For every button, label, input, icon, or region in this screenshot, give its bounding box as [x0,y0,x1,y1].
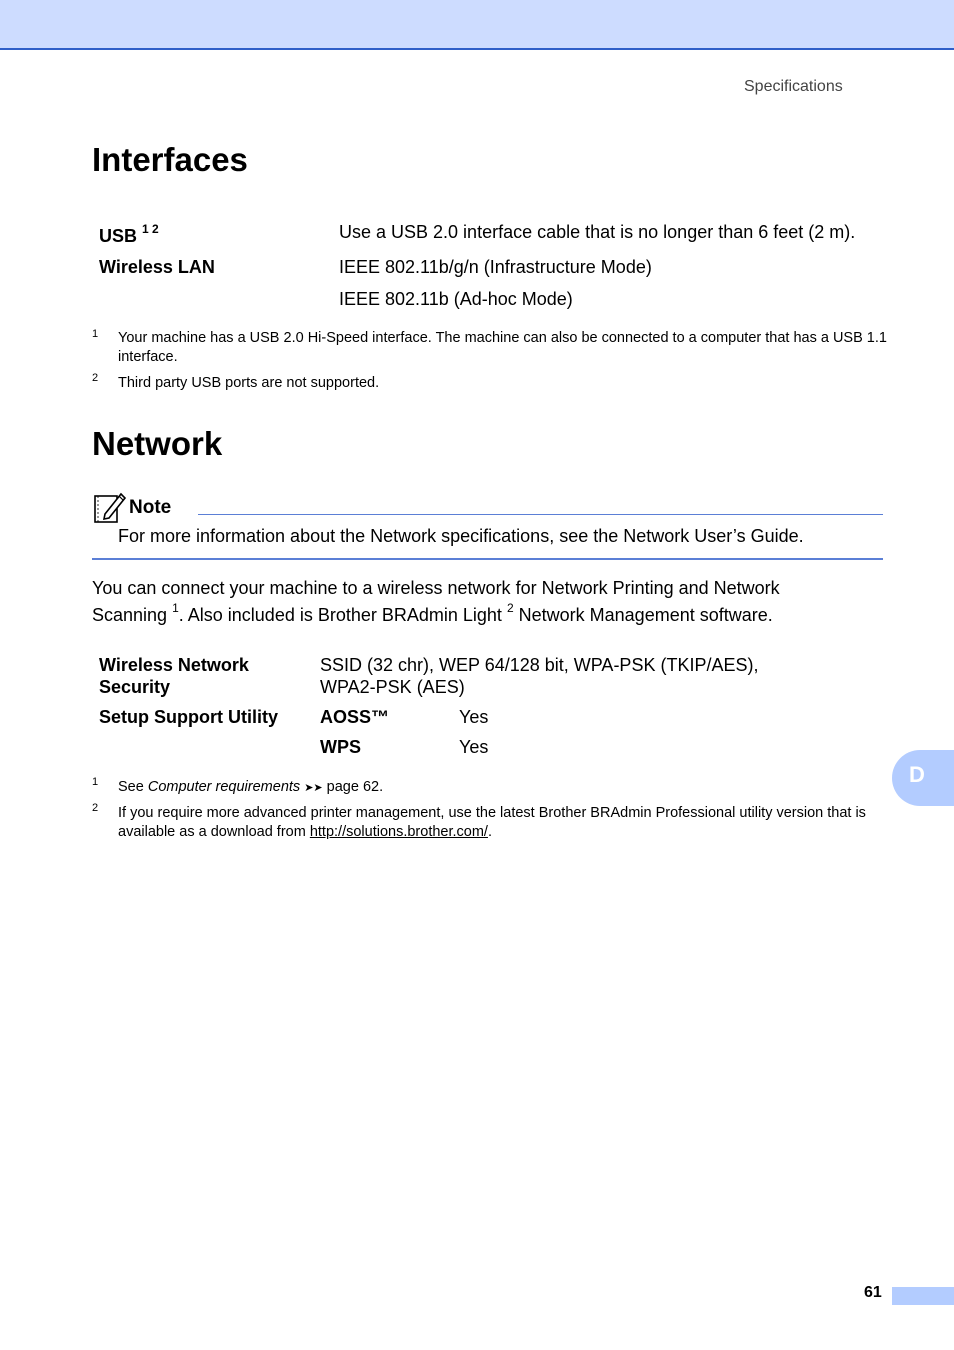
security-label-line2: Security [99,677,171,697]
header-band [0,0,954,50]
footnote-text: If you require more advanced printer management, use the latest Brother BRAdmin Professional utility version that is available as a download from http://solutions.brother.com/. [118,805,866,840]
security-label-line1: Wireless Network [99,655,249,675]
security-value-line2: WPA2-PSK (AES) [320,677,465,697]
footnote-text: See Computer requirements ➤➤ page 62. [118,779,384,795]
chapter-tab: D [892,750,954,806]
network-intro: You can connect your machine to a wireless network for Network Printing and Network Scanning $^1$. Also included is Brother BRAdmin Light $^2$ Network Management software. [92,578,780,625]
note-divider-bottom [92,558,883,560]
footnote-text: Third party USB ports are not supported. [118,375,380,391]
interfaces-heading: Interfaces [92,141,248,178]
wireless-lan-value-1: IEEE 802.11b/g/n (Infrastructure Mode) [339,257,652,277]
page-number: 61 [864,1284,882,1301]
page-number-bar [892,1287,954,1305]
running-title: Specifications [744,78,843,95]
aoss-label: AOSS™ [320,707,390,727]
usb-label: USB $^{1 2}$ [99,222,159,246]
usb-value: Use a USB 2.0 interface cable that is no longer than 6 feet (2 m). [339,222,856,242]
wireless-lan-label: Wireless LAN [99,257,215,277]
aoss-value: Yes [459,707,489,727]
wireless-lan-value-2: IEEE 802.11b (Ad-hoc Mode) [339,289,573,309]
note-text: For more information about the Network specifications, see the Network User’s Guide. [118,526,804,546]
note-divider-top [198,514,883,515]
wps-value: Yes [459,737,489,757]
wps-label: WPS [320,737,362,757]
footnote-text: Your machine has a USB 2.0 Hi-Speed interface. The machine can also be connected to a computer that has a USB 1.1 interface. [118,330,887,365]
note-pencil-icon [93,490,127,524]
setup-utility-label: Setup Support Utility [99,707,278,727]
brother-solutions-link[interactable]: http://solutions.brother.com/ [309,824,488,840]
note-title: Note [129,497,172,518]
security-value-line1: SSID (32 chr), WEP 64/128 bit, WPA-PSK (TKIP/AES), [320,655,759,675]
footnote-number: 2 [92,372,99,384]
footnote-number: 2 [92,802,99,814]
footnote-number: 1 [92,328,99,340]
footnote-number: 1 [92,776,99,788]
double-arrow-icon: ➤➤ [304,782,323,794]
network-heading: Network [92,425,223,462]
